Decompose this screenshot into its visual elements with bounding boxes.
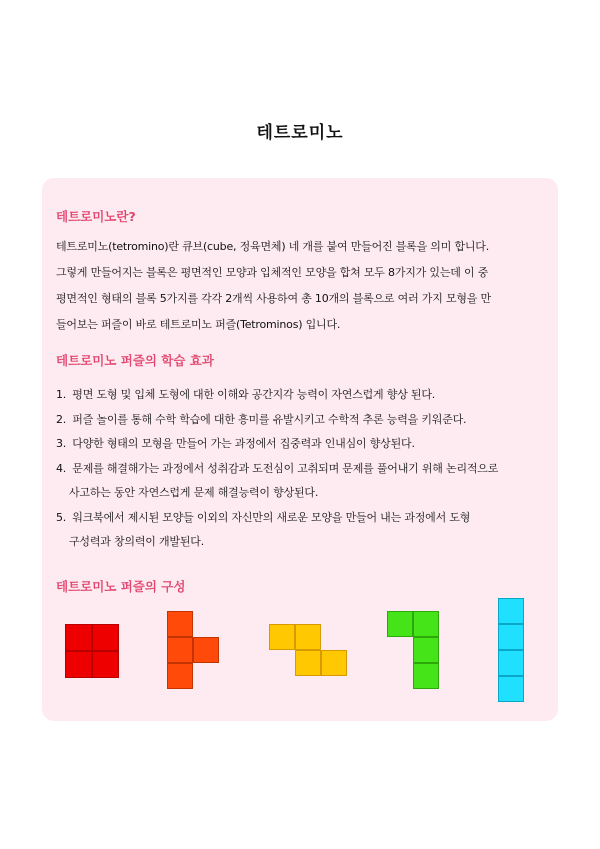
intro-line: 들어보는 퍼즐이 바로 테트로미노 퍼즐(Tetrominos) 입니다.: [56, 318, 341, 331]
page-title: 테트로미노: [256, 123, 344, 143]
list-number: 2.: [56, 412, 67, 426]
list-number: 1.: [56, 388, 67, 401]
intro-line: 평면적인 형태의 블록 5가지를 각각 2개씩 사용하여 총 10개의 블록으로 여러 가지 모형을 만: [56, 292, 491, 305]
list-item-continuation: [56, 481, 556, 506]
list-item: [56, 383, 556, 408]
list-item: [56, 408, 556, 433]
list-item: [56, 432, 556, 457]
list-text: 사고하는 동안 자연스럽게 문제 해결능력이 향상된다.: [69, 486, 319, 499]
list-item: [56, 506, 556, 531]
intro-line: 그렇게 만들어지는 블록은 평면적인 모양과 입체적인 모양을 합쳐 모두 8가지가 있는데 이 중: [56, 266, 489, 279]
list-item: [56, 457, 556, 482]
list-item-continuation: [56, 530, 556, 555]
list-text: 구성력과 창의력이 개발된다.: [69, 535, 205, 548]
list-number: 5.: [56, 510, 67, 524]
effects-heading: 테트로미노 퍼즐의 학습 효과: [56, 353, 214, 368]
intro-heading: 테트로미노란?: [56, 209, 136, 224]
effects-list: [56, 383, 556, 555]
list-text: 문제를 해결해가는 과정에서 성취감과 도전심이 고취되며 문제를 풀어내기 위해 논리적으로: [72, 461, 499, 475]
list-text: 퍼즐 놀이를 통해 수학 학습에 대한 흥미를 유발시키고 수학적 추론 능력을 키워준다.: [72, 412, 467, 426]
composition-heading: 테트로미노 퍼즐의 구성: [56, 579, 186, 594]
list-text: 다양한 형태의 모형을 만들어 가는 과정에서 집중력과 인내심이 향상된다.: [72, 437, 415, 450]
list-number: 4.: [56, 461, 67, 475]
list-number: 3.: [56, 437, 67, 450]
list-text: 평면 도형 및 입체 도형에 대한 이해와 공간지각 능력이 자연스럽게 향상 된다.: [72, 388, 436, 401]
list-text: 워크북에서 제시된 모양들 이외의 자신만의 새로운 모양을 만들어 내는 과정에서 도형: [72, 510, 471, 524]
intro-paragraph: [56, 234, 552, 338]
intro-line: 테트로미노(tetromino)란 큐브(cube, 정육면체) 네 개를 붙여 만들어진 블록을 의미 합니다.: [56, 240, 490, 253]
